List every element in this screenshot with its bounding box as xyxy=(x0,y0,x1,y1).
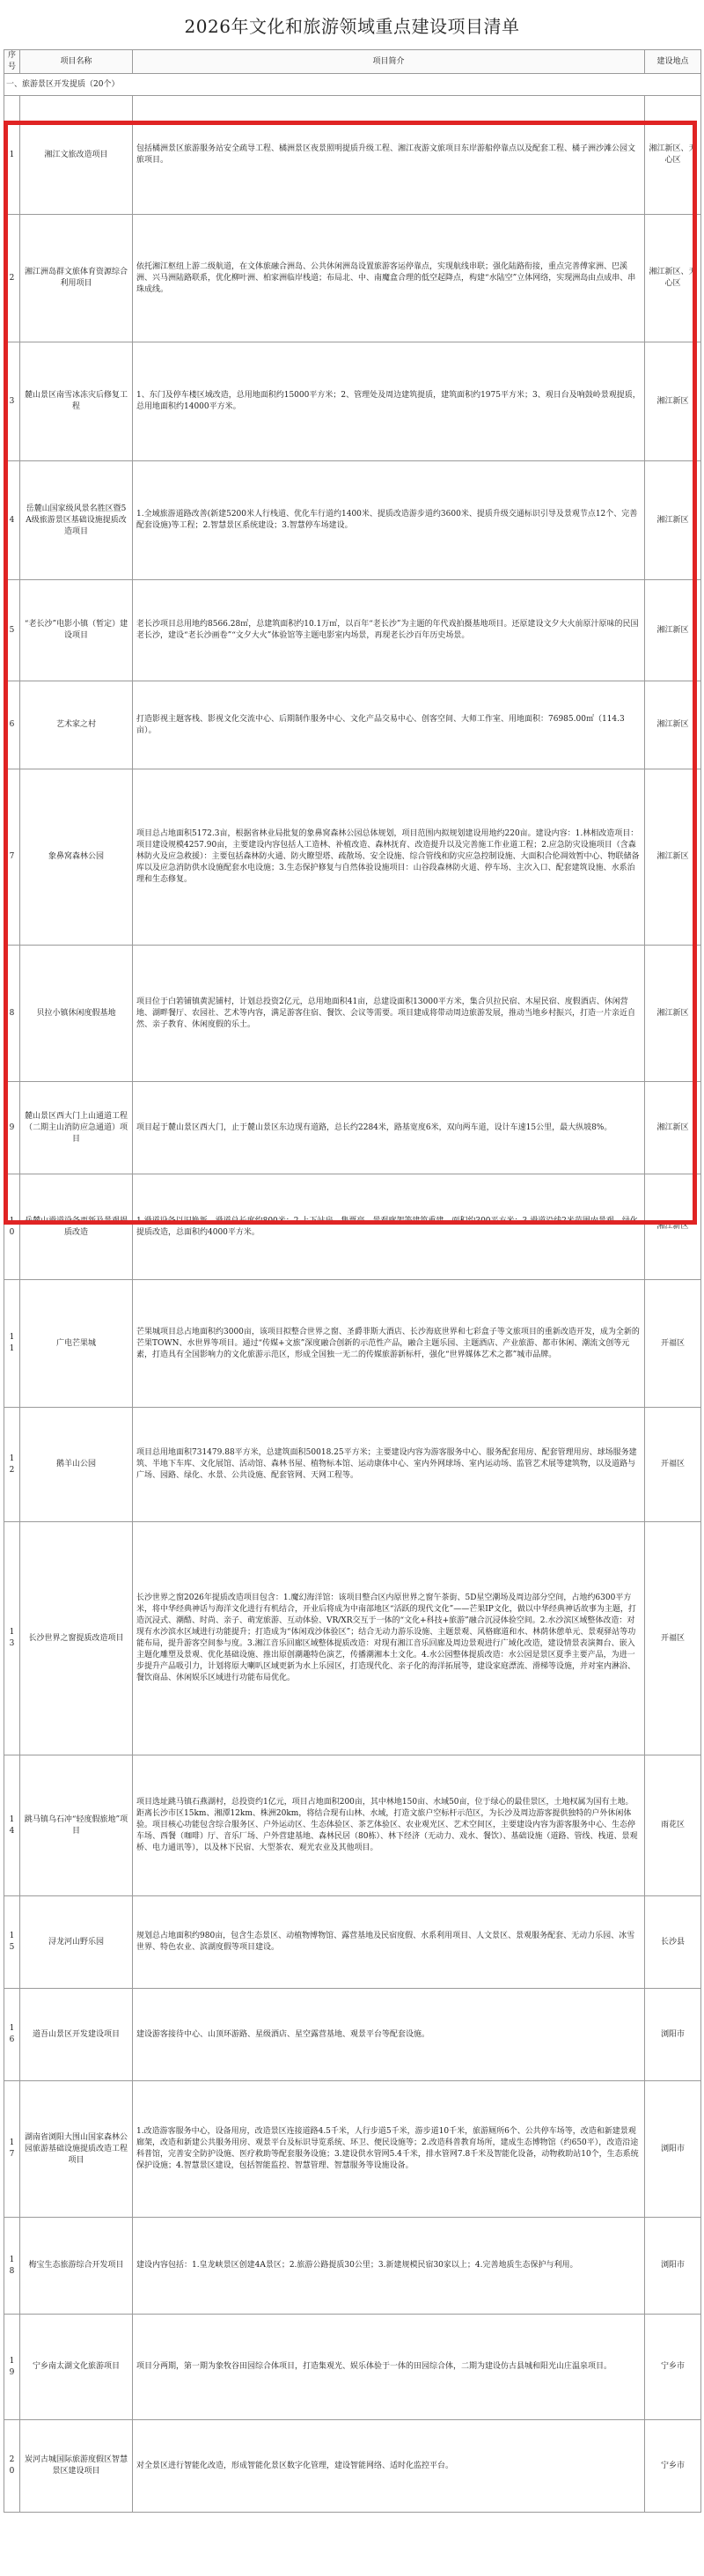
row-number: 17 xyxy=(4,2081,20,2218)
project-name: 炭河古城国际旅游度假区智慧景区建设项目 xyxy=(20,2420,133,2513)
project-location: 浏阳市 xyxy=(645,1989,701,2081)
header-loc: 建设地点 xyxy=(645,50,701,74)
table-row xyxy=(4,1408,701,1522)
project-location: 开福区 xyxy=(645,1280,701,1408)
page-title: 2026年文化和旅游领域重点建设项目清单 xyxy=(184,16,520,37)
table-row xyxy=(4,96,701,215)
row-number: 8 xyxy=(4,946,20,1082)
header-name: 项目名称 xyxy=(20,50,133,74)
project-description: 项目位于白箬铺镇黄泥铺村，计划总投资2亿元，总用地面积41亩，总建设面积13000平方米，集合贝拉民宿、木屋民宿、度假酒店、休闲营地、湖畔餐厅、农园社、艺术等内容，满足游客住宿、餐饮、会议等需要。项目建成将带动周边旅游发展，推动当地乡村振兴，打造一片亲近自然、亲子教育、休闲度假的乐土。 xyxy=(133,946,645,1082)
project-name: 湖南省浏阳大围山国家森林公园旅游基础设施提质改造工程项目 xyxy=(20,2081,133,2218)
header-no: 序号 xyxy=(4,50,20,74)
project-location: 湘江新区 xyxy=(645,580,701,681)
project-location: 宁乡市 xyxy=(645,2420,701,2513)
row-number: 13 xyxy=(4,1522,20,1755)
table-row xyxy=(4,1989,701,2081)
project-name: 宁乡南太湖文化旅游项目 xyxy=(20,2315,133,2420)
project-description: 规划总占地面积约980亩，包含生态景区、动植物博物馆、露营基地及民宿度假、水系利用项目、人文景区、景观服务配套、无动力乐园、冰雪世界、特色农业、滨湖度假等项目建设。 xyxy=(133,1896,645,1989)
project-description: 项目起于麓山景区西大门，止于麓山景区东边现有道路，总长约2284米，路基宽度6米，双向两车道，设计车速15公里，最大纵坡8%。 xyxy=(133,1082,645,1174)
row-number: 16 xyxy=(4,1989,20,2081)
project-name: 麓山景区南雪冰冻灾后修复工程 xyxy=(20,342,133,461)
project-location: 雨花区 xyxy=(645,1755,701,1896)
project-location: 浏阳市 xyxy=(645,2081,701,2218)
project-description: 老长沙项目总用地约8566.28㎡，总建筑面积约10.1万㎡，以百年“老长沙”为主题的年代戏拍摄基地项目。还原建设文夕大火前原汁原味的民国老长沙，建设“老长沙画卷”“文夕大火”体验馆等主题电影室内场景，再现老长沙百年历史场景。 xyxy=(133,580,645,681)
row-number: 2 xyxy=(4,215,20,342)
section-row xyxy=(4,74,701,96)
table-row xyxy=(4,215,701,342)
project-description: 芒果城项目总占地面积约3000亩，该项目拟整合世界之窗、圣爵菲斯大酒店、长沙海底世界和七彩盒子等文旅项目的重新改造开发，成为全新的芒果TOWN、水世界等项目。通过“传媒+文旅”深度融合创新的示范性产品，融合主题乐园、主题酒店、产业旅游、都市休闲、潮流文创等元素，打造具有全国影响力的文化旅游示范区，形成全国独一无二的传媒旅游新标杆，强化“世界媒体艺术之都”城市品牌。 xyxy=(133,1280,645,1408)
row-number: 6 xyxy=(4,681,20,769)
table-row xyxy=(4,2081,701,2218)
table-row xyxy=(4,681,701,769)
project-location: 湘江新区 xyxy=(645,1082,701,1174)
row-number: 14 xyxy=(4,1755,20,1896)
table-row xyxy=(4,769,701,946)
project-description: 1.全域旅游道路改善(新建5200米人行栈道、优化车行道约1400米、提质改造游步道约3600米、提质升级交通标识引导及景观节点12个、完善配套设施)等工程；2.智慧景区系统建设；3.智慧停车场建设。 xyxy=(133,461,645,580)
project-location: 宁乡市 xyxy=(645,2315,701,2420)
table-row xyxy=(4,2420,701,2513)
project-description: 1.改造游客服务中心，设备用房，改造景区连接道路4.5千米，人行步道5千米，游步道10千米，旅游厕所6个、公共停车场等，改造和新建景观廊架，改造和新建公共服务用房、观景平台及标识导览系统、环卫、便民设施等；2.改造科普教育场所，建成生态博物馆（约650平），改造沿途科普馆，完善安全防护设施、医疗救助等配套服务设施；3.建设供水管网5.4千米，排水管网7.8千米及智能化设备，动物救助站10个，生态系统保护设施；4.智慧景区建设，包括智能监控、智慧管理、智慧服务等设施设备。 xyxy=(133,2081,645,2218)
section-title: 一、旅游景区开发提质（20个） xyxy=(4,74,701,96)
row-number: 3 xyxy=(4,342,20,461)
project-name: 浔龙河山野乐园 xyxy=(20,1896,133,1989)
row-number: 12 xyxy=(4,1408,20,1522)
project-location: 开福区 xyxy=(645,1522,701,1755)
project-description: 1.滑道设备以旧换新，滑道总长度约800米；2.上下站房、售票亭、景观廊架等建筑重建，面积约300平方米；3.滑道沿线2米范围内景观、绿化提质改造，总面积约4000平方米。 xyxy=(133,1174,645,1280)
project-location: 湘江新区 xyxy=(645,1174,701,1280)
project-location: 浏阳市 xyxy=(645,2218,701,2315)
project-name: “老长沙”电影小镇（暂定）建设项目 xyxy=(20,580,133,681)
project-description: 项目分两期，第一期为象牧谷田园综合体项目，打造集观光、娱乐体验于一体的田园综合体，二期为建设仿古县城和阳光山庄温泉项目。 xyxy=(133,2315,645,2420)
project-location: 开福区 xyxy=(645,1408,701,1522)
project-name: 岳麓山滑道设备更新及景观提质改造 xyxy=(20,1174,133,1280)
row-number: 9 xyxy=(4,1082,20,1174)
project-table xyxy=(4,49,701,2513)
row-number: 10 xyxy=(4,1174,20,1280)
table-header-row xyxy=(4,50,701,74)
row-number: 19 xyxy=(4,2315,20,2420)
project-name: 道吾山景区开发建设项目 xyxy=(20,1989,133,2081)
header-desc: 项目简介 xyxy=(133,50,645,74)
project-description: 包括橘洲景区旅游服务站安全疏导工程、橘洲景区夜景照明提质升级工程、湘江夜游文旅项目东岸游船停靠点以及配套工程、橘子洲沙滩公园文旅项目。 xyxy=(133,96,645,215)
project-description: 项目选址跳马镇石燕湖村，总投资约1亿元，项目占地面积200亩，其中林地150亩、水域50亩，位于绿心的最佳景区，土地权属为国有土地。距离长沙市区15km、湘潭12km、株洲20km，将结合现有山林、水域，打造文旅户空标杆示范区，为长沙及周边游客提供独特的户外休闲体验。项目核心功能包含综合服务区、户外运动区、生态体验区、茶艺体验区、农业观光区、艺术空间区，主要建设内容为游客服务中心、生态停车场、西餐（咖啡）厅、音乐厂场、户外营建基地、森林民居（80栋）、林下经济（无动力、戏水、餐饮）、基础设施（道路、管线、栈道、景观桥、电力通讯等），以及林下民宿、大型茶农、观光农业及其他项目。 xyxy=(133,1755,645,1896)
project-name: 贝拉小镇休闲度假基地 xyxy=(20,946,133,1082)
table-row xyxy=(4,1896,701,1989)
table-row xyxy=(4,461,701,580)
project-location: 湘江新区 xyxy=(645,681,701,769)
project-name: 艺术家之村 xyxy=(20,681,133,769)
project-name: 广电芒果城 xyxy=(20,1280,133,1408)
project-description: 1、东门及停车楼区域改造，总用地面积约15000平方米；2、管理处及周边建筑提质，建筑面积约1975平方米；3、观日台及响鼓岭景观提质，总用地面积约14000平方米。 xyxy=(133,342,645,461)
table-row xyxy=(4,946,701,1082)
project-description: 建设游客接待中心、山顶环游路、星级酒店、星空露营基地、观景平台等配套设施。 xyxy=(133,1989,645,2081)
project-location: 湘江新区、天心区 xyxy=(645,96,701,215)
project-name: 岳麓山国家级风景名胜区暨5A级旅游景区基础设施提质改造项目 xyxy=(20,461,133,580)
project-description: 打造影视主题客栈、影视文化交流中心、后期制作服务中心、文化产品交易中心、创客空间、大师工作室、用地面积：76985.00㎡（114.3亩）。 xyxy=(133,681,645,769)
row-number: 15 xyxy=(4,1896,20,1989)
table-row xyxy=(4,1755,701,1896)
project-name: 麓山景区西大门上山通道工程（二期主山消防应急通道）项目 xyxy=(20,1082,133,1174)
row-number: 18 xyxy=(4,2218,20,2315)
project-description: 项目总用地面积731479.88平方米，总建筑面积50018.25平方米；主要建设内容为游客服务中心、服务配套用房、配套管理用房、球场服务建筑、半地下车库、文化展馆、活动馆、森林书屋、植物标本馆、运动康体中心、室内外网球场、室内运动场、监管艺术展等建筑物，以及道路与广场、园路、绿化、水景、公共设施、配套管网、天网工程等。 xyxy=(133,1408,645,1522)
table-row xyxy=(4,1082,701,1174)
row-number: 5 xyxy=(4,580,20,681)
project-location: 湘江新区 xyxy=(645,461,701,580)
project-name: 梅宝生态旅游综合开发项目 xyxy=(20,2218,133,2315)
project-description: 长沙世界之窗2026年提质改造项目包含：1.魔幻海洋馆：该项目整合区内原世界之窗午茶街、5D星空潮场及周边部分空间，占地约6300平方米，将中华经典神话与海洋文化进行有机结合，开业后将成为中南部地区“活跃的现代文化”——芒果IP文化，做以中华经典神话故事为主题，打造沉浸式、潮酷、时尚、亲子、萌宠旅游、互动体验、VR/XR交互于一体的“文化+科技+旅游”融合沉浸体验空间。2.水沙滨区域整体改造：对现有水沙滨水区域进行功能提升；打造成为“体闲戏沙体验区”；结合无动力游乐设施、主题景观、风格廊道和水、林荫休憩单元、景观驿站等功能布局，提升游客空间参与度。3.湘江音乐回廊区域整体提质改造：对现有湘江音乐回廊及周边景观进行广域化改造，建设情景表演舞台、嵌入主题化雕塑及景观、优化基础设施、推出原创潮趣特色演艺，传播潮湘本土文化。4.水公园整体提质改造：水公园是景区夏季主要产品，为进一步提升产品吸引力，计划将原大喇叭区域更新为水上乐园区，打造现代化、亲子化的海洋拓展等，建设家庭漂流、滑梯等设施，并对室内淋浴、餐饮商品、休闲娱乐区域进行功能布局优化。 xyxy=(133,1522,645,1755)
project-description: 项目总占地面积5172.3亩，根据省林业局批复的象鼻窝森林公园总体规划，项目范围内拟规划建设用地约220亩。建设内容：1.林相改造项目：项目建设规模4257.90亩，主要建设内容包括人工造林、补植改造、森林抚育、改造提升以及完善施工作业道工程；2.应急防灾设施项目（含森林防火及应急救援）：主要包括森林防火通、防火瞭望塔、疏散场、安全设施、综合管线和防灾应急控制设施、大面积合伦凋效暂中心、物联储备库以及应急消防供水设施配套水电设施；3.生态保护修复与自然体验设施项目：山谷段森林防火道、停车场、主次入口、配套建筑设施、水系治理和生态修复。 xyxy=(133,769,645,946)
row-number: 1 xyxy=(4,96,20,215)
row-number: 20 xyxy=(4,2420,20,2513)
project-description: 对全景区进行智能化改造，形成智能化景区数字化管理，建设智能网络、适时化监控平台。 xyxy=(133,2420,645,2513)
project-name: 湘江洲岛群文旅体育资源综合利用项目 xyxy=(20,215,133,342)
project-location: 湘江新区 xyxy=(645,946,701,1082)
table-row xyxy=(4,580,701,681)
table-row xyxy=(4,2315,701,2420)
project-name: 跳马镇乌石冲“轻度假旅地”项目 xyxy=(20,1755,133,1896)
table-row xyxy=(4,1280,701,1408)
project-name: 鹅羊山公园 xyxy=(20,1408,133,1522)
row-number: 4 xyxy=(4,461,20,580)
project-name: 湘江文旅改造项目 xyxy=(20,96,133,215)
project-location: 湘江新区、天心区 xyxy=(645,215,701,342)
project-location: 湘江新区 xyxy=(645,342,701,461)
project-location: 长沙县 xyxy=(645,1896,701,1989)
table-row xyxy=(4,342,701,461)
table-row xyxy=(4,2218,701,2315)
project-name: 长沙世界之窗提质改造项目 xyxy=(20,1522,133,1755)
table-row xyxy=(4,1174,701,1280)
project-name: 象鼻窝森林公园 xyxy=(20,769,133,946)
row-number: 7 xyxy=(4,769,20,946)
table-row xyxy=(4,1522,701,1755)
row-number: 11 xyxy=(4,1280,20,1408)
project-location: 湘江新区 xyxy=(645,769,701,946)
project-description: 建设内容包括：1.皇龙峡景区创建4A景区；2.旅游公路提质30公里；3.新建规模民宿30家以上；4.完善地质生态保护与利用。 xyxy=(133,2218,645,2315)
project-description: 依托湘江枢纽上游二级航道，在文体旅融合洲岛、公共休闲洲岛设置旅游客运停靠点，实现航线串联；强化陆路衔接，重点完善傅家洲、巴溪洲、兴马洲陆路联系，优化柳叶洲、柏家洲临岸栈道；布局北、中、南魔盒合理的低空起降点，构建“水陆空”立体网络，实现洲岛由点成串、串珠成线。 xyxy=(133,215,645,342)
